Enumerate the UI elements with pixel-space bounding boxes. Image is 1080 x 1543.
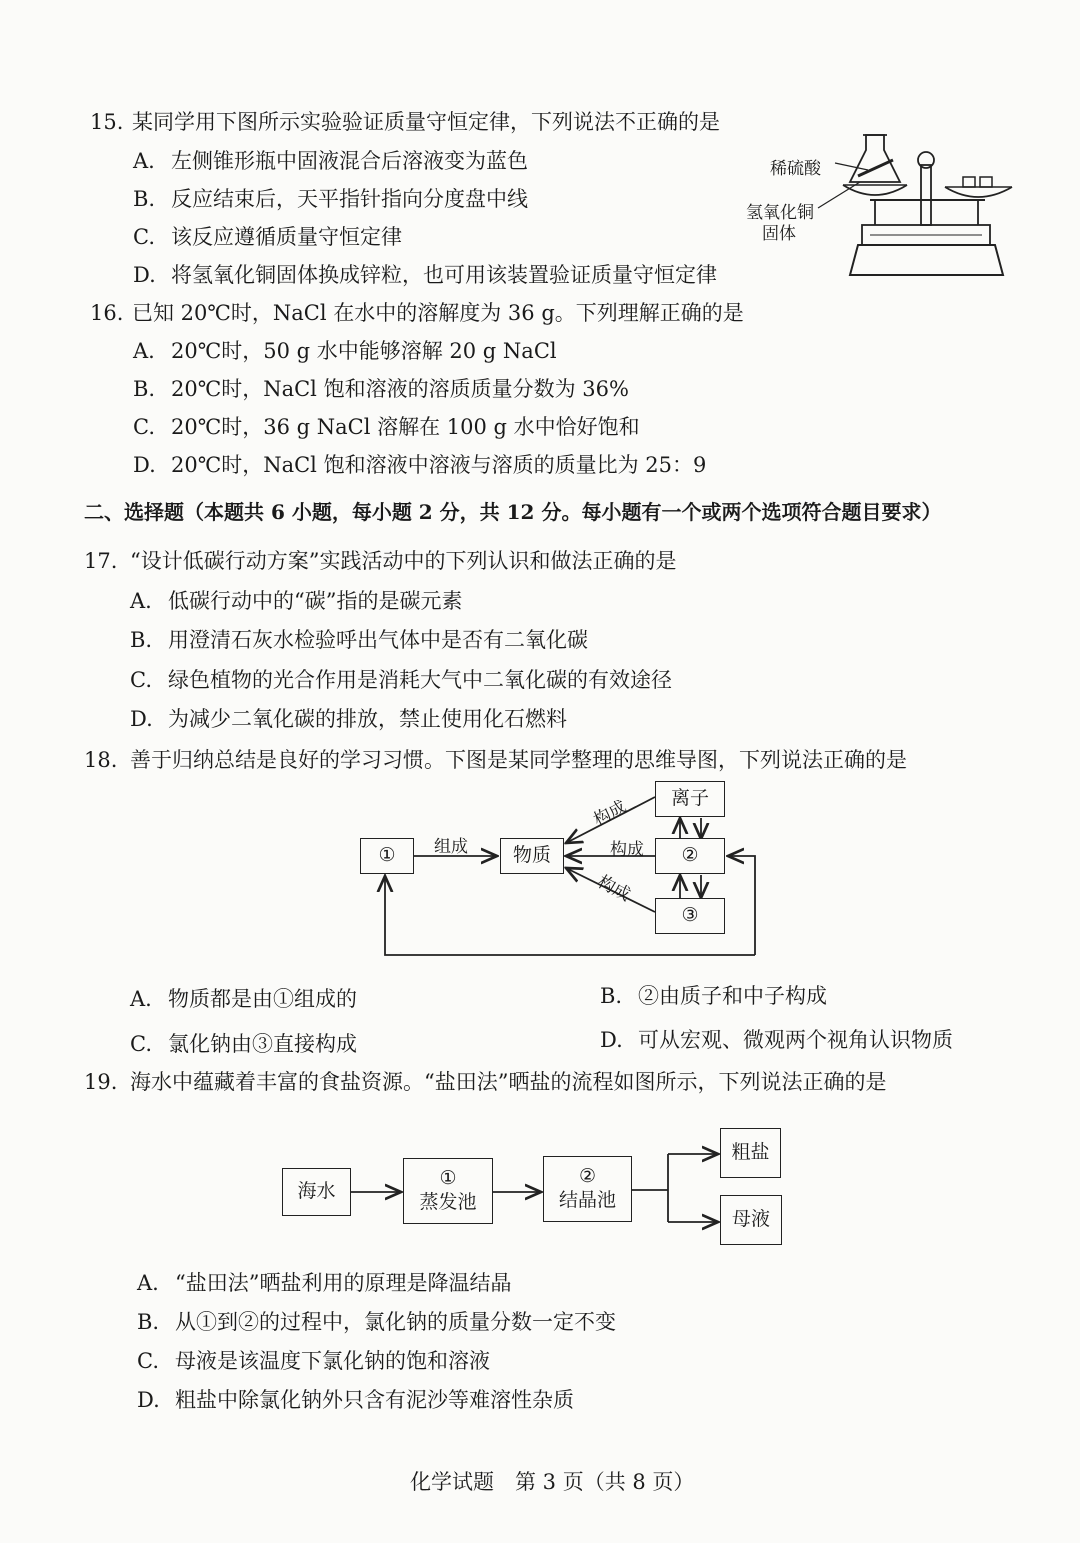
mind-map-box-matter: 物质	[500, 838, 564, 874]
flow-evaporation-pool-number: ①	[439, 1167, 457, 1190]
q15-option-b: B. 反应结束后，天平指针指向分度盘中线	[133, 187, 528, 211]
q17-option-a: A. 低碳行动中的“碳”指的是碳元素	[130, 589, 463, 613]
label-copper-hydroxide: 氢氧化铜	[746, 203, 814, 223]
flow-crystallization-pool-label: 结晶池	[558, 1189, 616, 1211]
q15-number: 15.	[90, 110, 124, 134]
label-compose: 组成	[434, 837, 468, 857]
q18-number: 18.	[84, 748, 118, 772]
q15-option-c: C. 该反应遵循质量守恒定律	[133, 225, 402, 249]
page-footer: 化学试题 第 3 页（共 8 页）	[410, 1470, 695, 1494]
label-construct-2: 构成	[610, 840, 644, 860]
section-2-title: 二、选择题（本题共 6 小题，每小题 2 分，共 12 分。每小题有一个或两个选项符合题目要求）	[84, 500, 942, 524]
q18-option-d: D. 可从宏观、微观两个视角认识物质	[600, 1028, 953, 1052]
q18-stem: 善于归纳总结是良好的学习习惯。下图是某同学整理的思维导图，下列说法正确的是	[130, 748, 907, 772]
q19-option-c: C. 母液是该温度下氯化钠的饱和溶液	[137, 1349, 490, 1373]
flow-mother-liquor-box: 母液	[720, 1195, 782, 1245]
q19-option-d: D. 粗盐中除氯化钠外只含有泥沙等难溶性杂质	[137, 1388, 574, 1412]
flow-crystallization-pool-number: ②	[578, 1165, 597, 1188]
q15-stem: 某同学用下图所示实验验证质量守恒定律，下列说法不正确的是	[132, 110, 720, 134]
label-solid: 固体	[762, 224, 796, 244]
q17-option-b: B. 用澄清石灰水检验呼出气体中是否有二氧化碳	[130, 628, 588, 652]
q18-option-a: A. 物质都是由①组成的	[130, 987, 357, 1011]
q18-option-c: C. 氯化钠由③直接构成	[130, 1032, 357, 1056]
flow-crystallization-pool-box	[543, 1156, 632, 1222]
q16-stem: 已知 20℃时，NaCl 在水中的溶解度为 36 g。下列理解正确的是	[132, 301, 744, 325]
flow-seawater-box: 海水	[282, 1168, 351, 1216]
flow-crude-salt-box: 粗盐	[720, 1128, 781, 1178]
q16-option-b: B. 20℃时，NaCl 饱和溶液的溶质质量分数为 36%	[133, 377, 629, 401]
q15-option-d: D. 将氢氧化铜固体换成锌粒，也可用该装置验证质量守恒定律	[133, 263, 717, 287]
label-construct-3: 构成	[594, 871, 634, 906]
q19-number: 19.	[84, 1070, 118, 1094]
q19-option-a: A. “盐田法”晒盐利用的原理是降温结晶	[137, 1271, 512, 1295]
q16-option-c: C. 20℃时，36 g NaCl 溶解在 100 g 水中恰好饱和	[133, 415, 640, 439]
q16-number: 16.	[90, 301, 124, 325]
q18-option-b: B. ②由质子和中子构成	[600, 984, 827, 1008]
q16-option-d: D. 20℃时，NaCl 饱和溶液中溶液与溶质的质量比为 25：9	[133, 453, 707, 477]
q17-option-d: D. 为减少二氧化碳的排放，禁止使用化石燃料	[130, 707, 567, 731]
q16-option-a: A. 20℃时，50 g 水中能够溶解 20 g NaCl	[133, 339, 557, 363]
q17-option-c: C. 绿色植物的光合作用是消耗大气中二氧化碳的有效途径	[130, 668, 672, 692]
q17-stem: “设计低碳行动方案”实践活动中的下列认识和做法正确的是	[130, 549, 677, 573]
mind-map-box-3: ③	[655, 898, 725, 934]
flow-evaporation-pool-label: 蒸发池	[419, 1191, 477, 1213]
mind-map-box-ion: 离子	[655, 781, 725, 817]
q19-option-b: B. 从①到②的过程中，氯化钠的质量分数一定不变	[137, 1310, 616, 1334]
label-dilute-sulfuric-acid: 稀硫酸	[770, 159, 821, 179]
q17-number: 17.	[84, 549, 118, 573]
q15-option-a: A. 左侧锥形瓶中固液混合后溶液变为蓝色	[133, 149, 528, 173]
label-construct-ion: 构成	[590, 796, 630, 831]
q19-stem: 海水中蕴藏着丰富的食盐资源。“盐田法”晒盐的流程如图所示，下列说法正确的是	[130, 1070, 887, 1094]
mind-map-box-2: ②	[655, 838, 725, 874]
flow-evaporation-pool-box	[403, 1158, 493, 1224]
mind-map-box-1: ①	[360, 838, 414, 874]
